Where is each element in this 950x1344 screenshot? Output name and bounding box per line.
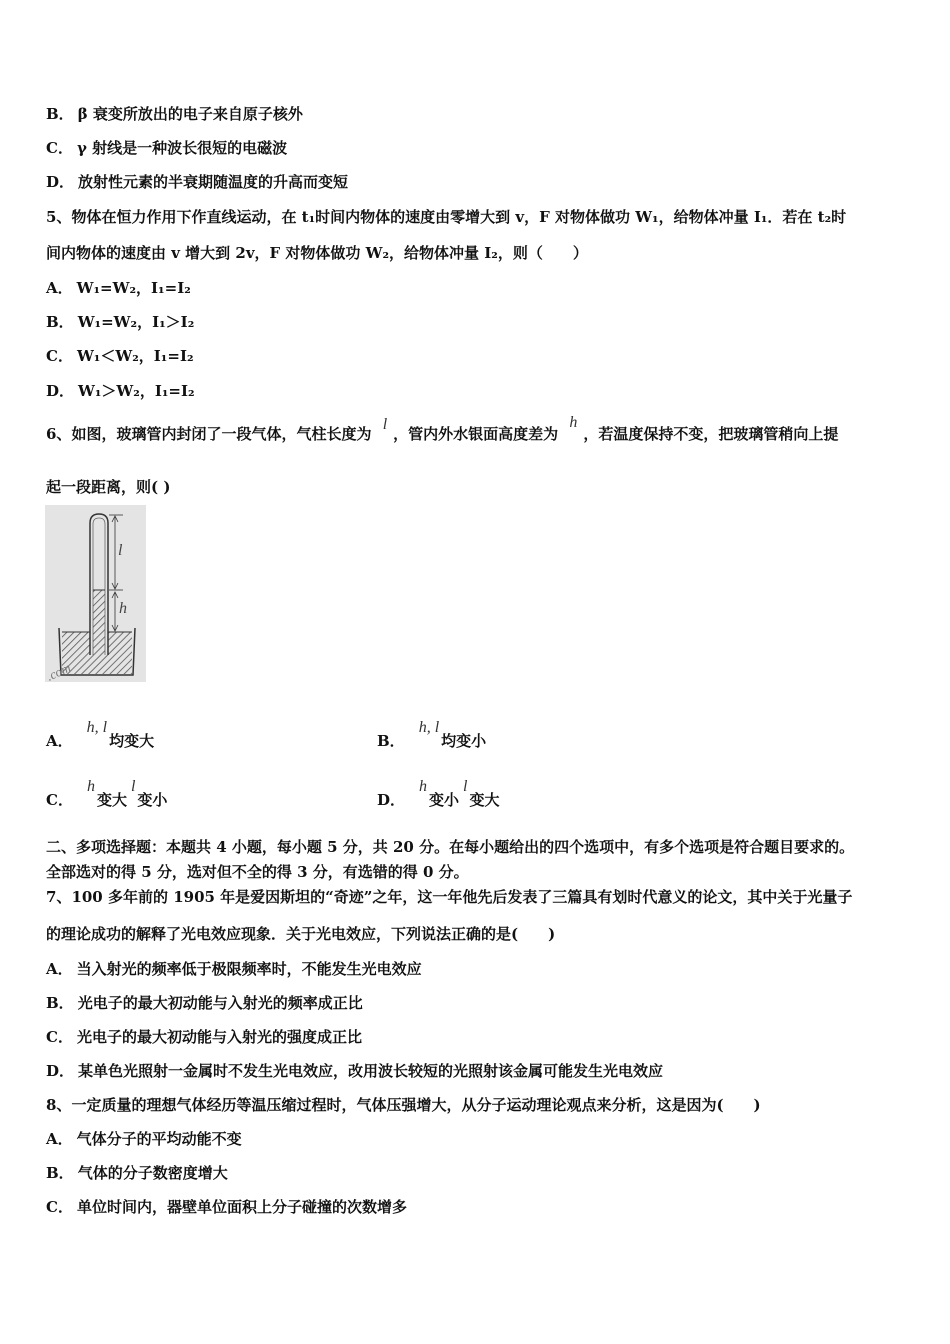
option-text: 气体分子的平均动能不变	[76, 1130, 242, 1148]
q7-option-c	[46, 1026, 362, 1047]
q6-text-b: ，管内外水银面高度差为	[393, 425, 559, 443]
option-variable: h	[86, 778, 95, 795]
q6-option-b	[377, 719, 487, 751]
q7-option-a	[46, 958, 422, 979]
q8-option-c	[46, 1196, 407, 1217]
option-text: 变大	[469, 791, 500, 809]
option-label: C．	[46, 1028, 73, 1046]
q5-stem-line2: 间内物体的速度由 v 增大到 2v，F 对物体做功 W₂，给物体冲量 I₂，则（ ）	[46, 244, 588, 262]
option-variable: h, l	[418, 719, 440, 736]
q7-stem-line1	[46, 886, 852, 907]
option-label: B．	[46, 105, 74, 123]
option-text: 气体的分子数密度增大	[77, 1164, 228, 1182]
q7-stem-line2: 的理论成功的解释了光电效应现象．关于光电效应，下列说法正确的是( )	[46, 925, 556, 943]
option-label: C．	[46, 1198, 73, 1216]
variable-h: h	[569, 414, 578, 431]
option-label: D．	[377, 791, 406, 809]
q8-option-b	[46, 1162, 228, 1183]
option-label: A．	[46, 1130, 73, 1148]
q8-stem-line1	[46, 1094, 761, 1115]
q6-text-c: ，若温度保持不变，把玻璃管稍向上提	[583, 425, 839, 443]
option-variable: l	[130, 778, 136, 795]
variable-l: l	[382, 416, 388, 433]
option-label: A．	[46, 960, 73, 978]
q6-option-d	[377, 778, 500, 810]
figure-watermark: .com	[45, 659, 73, 682]
option-label: D．	[46, 1062, 75, 1080]
q6-option-a	[46, 719, 155, 751]
q7-text-1: 100 多年前的 1905 年是爱因斯坦的“奇迹”之年，这一年他先后发表了三篇具有划时代意义的论文，其中关于光量子	[71, 888, 853, 906]
option-text: 均变小	[441, 732, 487, 750]
q5-option-a	[46, 277, 191, 298]
option-text: 变小	[429, 791, 460, 809]
option-label: A．	[46, 732, 73, 750]
q7-option-b	[46, 992, 363, 1013]
option-text: W₁=W₂，I₁＞I₂	[77, 313, 195, 331]
q6-text-a: 如图，玻璃管内封闭了一段气体，气柱长度为	[71, 425, 372, 443]
option-text: 变小	[137, 791, 168, 809]
option-text: 放射性元素的半衰期随温度的升高而变短	[78, 173, 349, 191]
q5-number: 5、	[46, 208, 72, 226]
q4-option-d	[46, 171, 348, 192]
figure-label-h: h	[119, 600, 127, 617]
option-variable: l	[463, 778, 468, 795]
option-text: W₁＞W₂，I₁=I₂	[78, 382, 195, 400]
q6-option-c	[46, 778, 168, 810]
option-text: 当入射光的频率低于极限频率时，不能发生光电效应	[76, 960, 422, 978]
option-label: B．	[377, 732, 405, 750]
option-label: B．	[46, 994, 74, 1012]
section2-instructions-line2: 全部选对的得 5 分，选对但不全的得 3 分，有选错的得 0 分。	[46, 863, 469, 881]
option-text: 变大	[96, 791, 127, 809]
option-label: C．	[46, 791, 73, 809]
q6-number: 6、	[46, 425, 72, 443]
section2-instructions-line1: 二、多项选择题：本题共 4 小题，每小题 5 分，共 20 分。在每小题给出的四个选项中，有多个选项是符合题目要求的。	[46, 838, 855, 856]
option-text: 某单色光照射一金属时不发生光电效应，改用波长较短的光照射该金属可能发生光电效应	[78, 1062, 664, 1080]
option-text: 均变大	[109, 732, 155, 750]
q8-text-1: 一定质量的理想气体经历等温压缩过程时，气体压强增大，从分子运动理论观点来分析，这是因为( )	[71, 1096, 761, 1114]
q7-number: 7、	[46, 888, 72, 906]
option-text: 光电子的最大初动能与入射光的强度成正比	[76, 1028, 362, 1046]
option-variable: h	[419, 778, 428, 795]
option-label: D．	[46, 382, 75, 400]
option-text: W₁=W₂，I₁=I₂	[76, 279, 191, 297]
q6-stem-line1	[46, 414, 839, 444]
q8-option-a	[46, 1128, 242, 1149]
option-text: W₁＜W₂，I₁=I₂	[76, 347, 194, 365]
option-text: 单位时间内，器壁单位面积上分子碰撞的次数增多	[76, 1198, 407, 1216]
q4-option-b	[46, 103, 303, 124]
figure-label-l: l	[118, 542, 123, 559]
option-label: B．	[46, 1164, 74, 1182]
q6-stem-line2: 起一段距离，则( )	[46, 478, 171, 496]
q8-number: 8、	[46, 1096, 72, 1114]
option-variable: h, l	[86, 719, 108, 736]
option-label: D．	[46, 173, 75, 191]
glass-tube-figure	[45, 505, 146, 682]
q7-option-d	[46, 1060, 663, 1081]
q5-text-1: 物体在恒力作用下作直线运动，在 t₁时间内物体的速度由零增大到 v，F 对物体做功 W₁，给物体冲量 I₁．若在 t₂时	[71, 208, 847, 226]
option-label: C．	[46, 139, 73, 157]
q5-option-d	[46, 380, 195, 401]
option-label: C．	[46, 347, 73, 365]
q5-stem-line1	[46, 206, 846, 227]
option-text: 光电子的最大初动能与入射光的频率成正比	[77, 994, 363, 1012]
glass-tube-diagram	[45, 505, 146, 682]
option-text: β 衰变所放出的电子来自原子核外	[77, 105, 303, 123]
q5-option-b	[46, 311, 194, 332]
option-label: B．	[46, 313, 74, 331]
q4-option-c	[46, 137, 287, 158]
option-text: γ 射线是一种波长很短的电磁波	[76, 139, 288, 157]
option-label: A．	[46, 279, 73, 297]
q5-option-c	[46, 345, 194, 366]
